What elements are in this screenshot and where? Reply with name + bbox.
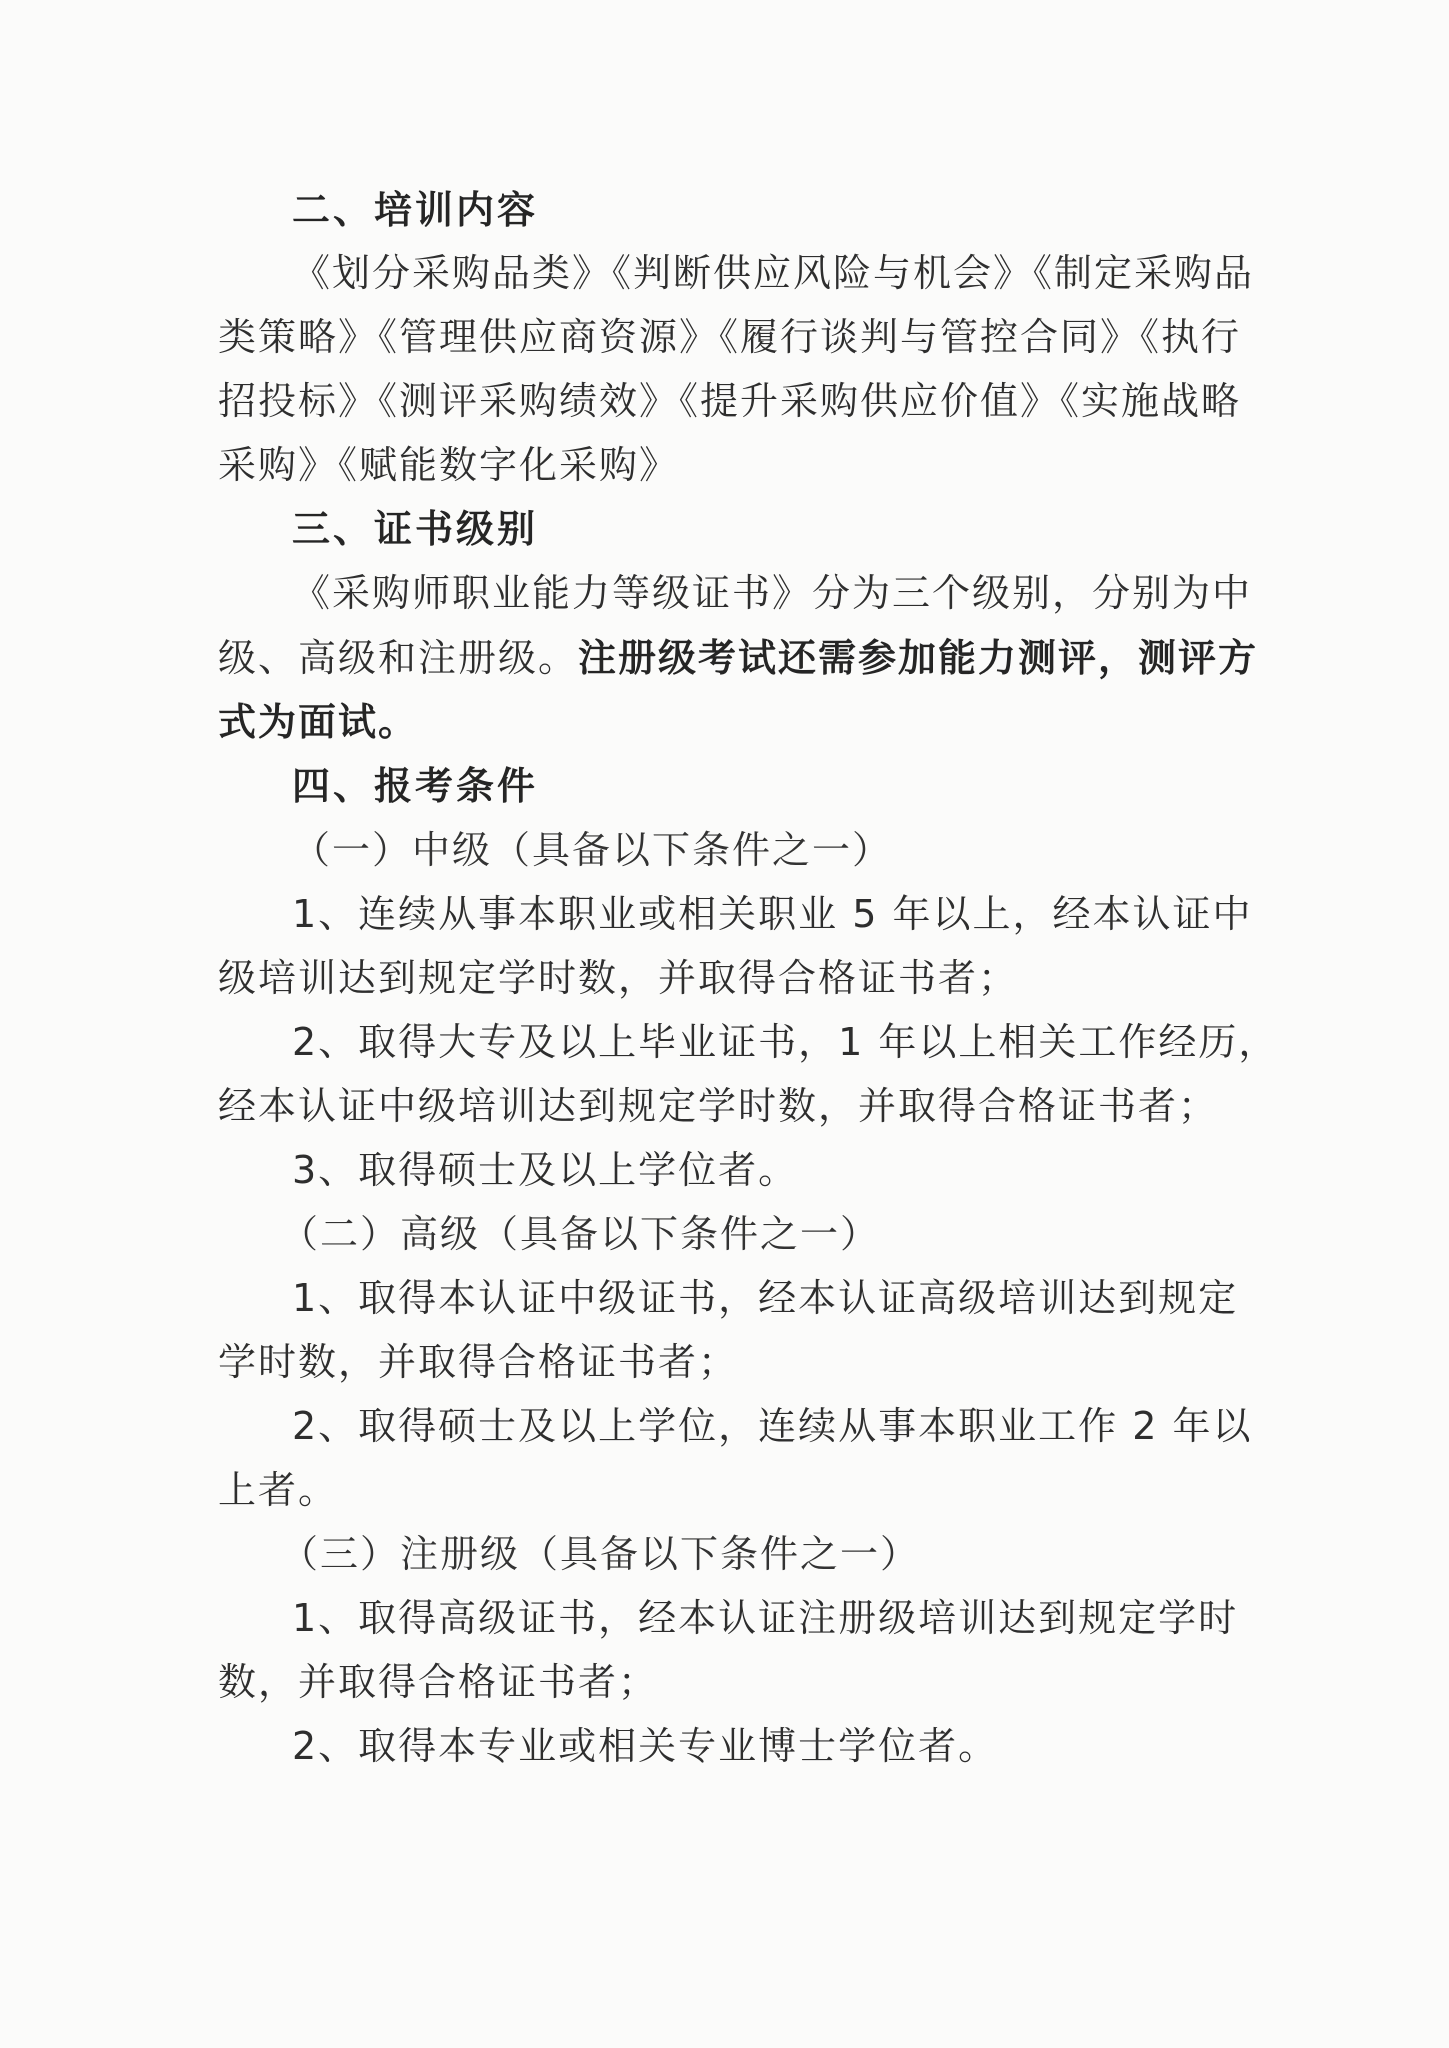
senior-title: （二）高级（具备以下条件之一）: [280, 1212, 881, 1256]
intermediate-line-1: 1、连续从事本职业或相关职业 5 年以上，经本认证中: [292, 892, 1253, 936]
intermediate-line-4: 经本认证中级培训达到规定学时数，并取得合格证书者；: [218, 1084, 1219, 1128]
senior-line-3: 2、取得硕士及以上学位，连续从事本职业工作 2 年以: [292, 1404, 1253, 1448]
registered-title: （三）注册级（具备以下条件之一）: [280, 1532, 921, 1576]
training-line-1: 《划分采购品类》《判断供应风险与机会》《制定采购品: [292, 251, 1255, 295]
section-heading-conditions: 四、报考条件: [292, 764, 539, 808]
levels-line-2: [218, 630, 1258, 686]
registered-line-3: 2、取得本专业或相关专业博士学位者。: [292, 1724, 999, 1768]
training-line-4: 采购》《赋能数字化采购》: [218, 443, 680, 487]
intermediate-line-5: 3、取得硕士及以上学位者。: [292, 1148, 799, 1192]
section-heading-levels: 三、证书级别: [292, 507, 539, 551]
senior-line-2: 学时数，并取得合格证书者；: [218, 1340, 739, 1384]
levels-line-2-normal: 级、高级和注册级。: [218, 636, 579, 680]
training-line-2: 类策略》《管理供应商资源》《履行谈判与管控合同》《执行: [218, 315, 1242, 359]
levels-line-1: 《采购师职业能力等级证书》分为三个级别，分别为中: [292, 571, 1253, 615]
training-line-3: 招投标》《测评采购绩效》《提升采购供应价值》《实施战略: [218, 379, 1242, 423]
section-heading-training: 二、培训内容: [292, 188, 539, 232]
registered-line-2: 数，并取得合格证书者；: [218, 1660, 659, 1704]
intermediate-line-3: 2、取得大专及以上毕业证书，1 年以上相关工作经历，: [292, 1020, 1279, 1064]
intermediate-title: （一）中级（具备以下条件之一）: [292, 828, 893, 872]
senior-line-4: 上者。: [218, 1468, 339, 1512]
levels-line-3: 式为面试。: [218, 700, 419, 744]
levels-line-2-emphasis: 注册级考试还需参加能力测评，测评方: [578, 636, 1259, 680]
intermediate-line-2: 级培训达到规定学时数，并取得合格证书者；: [218, 956, 1019, 1000]
registered-line-1: 1、取得高级证书，经本认证注册级培训达到规定学时: [292, 1596, 1239, 1640]
senior-line-1: 1、取得本认证中级证书，经本认证高级培训达到规定: [292, 1276, 1239, 1320]
